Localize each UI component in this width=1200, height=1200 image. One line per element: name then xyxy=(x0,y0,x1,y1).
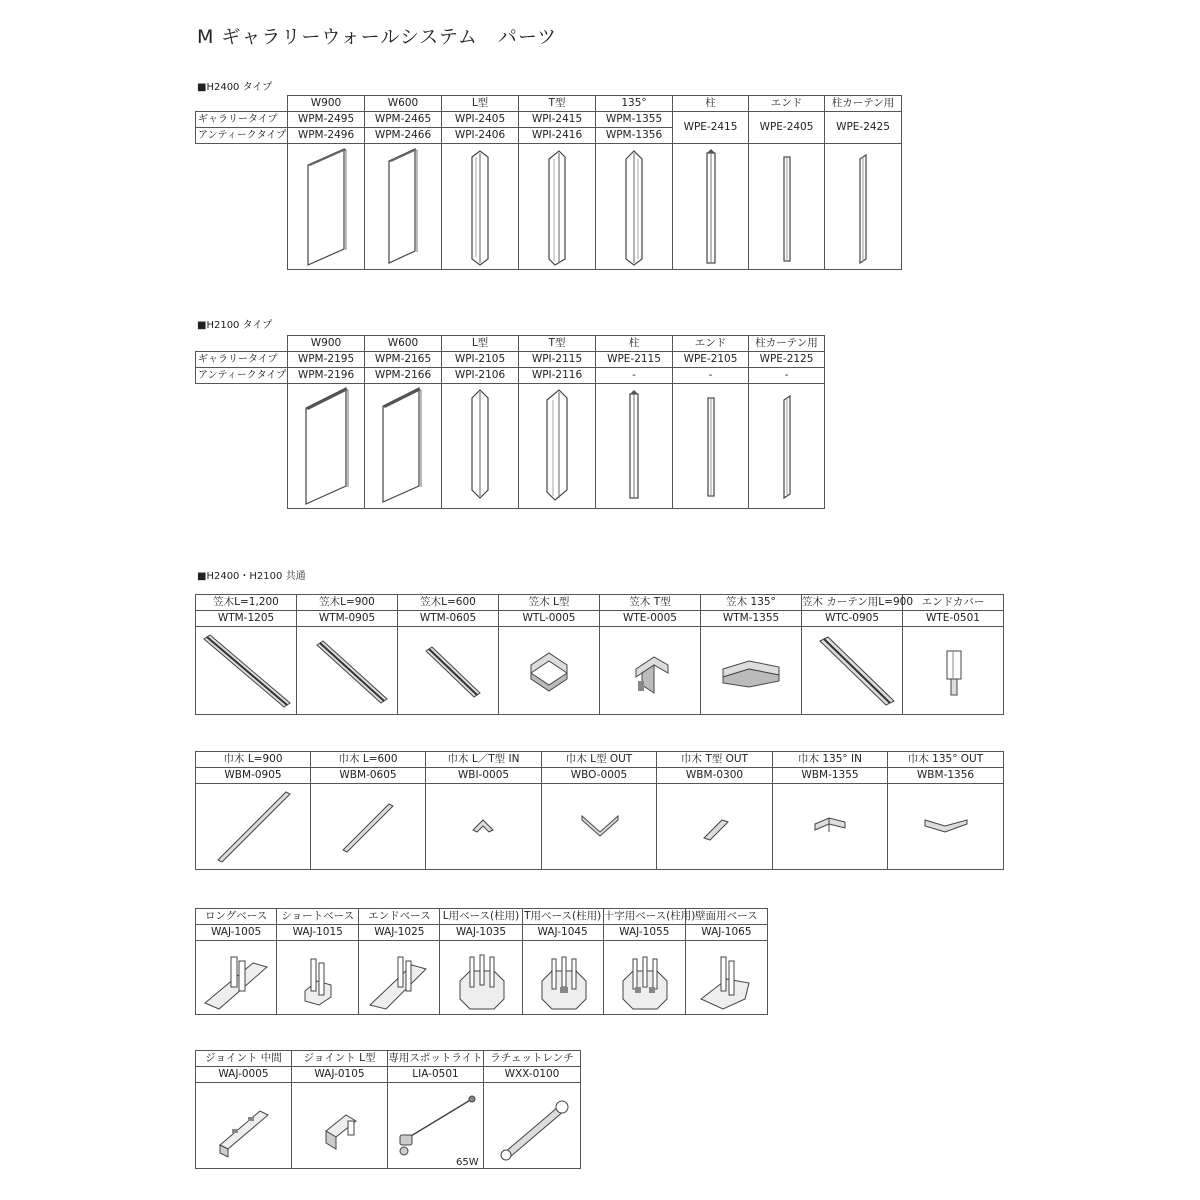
part-code: WBM-0300 xyxy=(657,768,773,784)
end-base-image xyxy=(359,941,440,1015)
wall-base-image xyxy=(685,941,767,1015)
col-header: T型 xyxy=(519,96,596,112)
row-label: ギャラリータイプ xyxy=(196,112,288,128)
habaki-600-image xyxy=(311,784,426,870)
post-135-image xyxy=(596,144,673,270)
post-l-image xyxy=(442,144,519,270)
col-header: 専用スポットライト xyxy=(388,1051,484,1067)
part-code: WAJ-1015 xyxy=(277,925,359,941)
part-code: WAJ-1005 xyxy=(196,925,277,941)
part-code: WPE-2105 xyxy=(673,352,749,368)
part-code: WTE-0501 xyxy=(903,611,1004,627)
part-code: LIA-0501 xyxy=(388,1067,484,1083)
col-header: 笠木L=600 xyxy=(398,595,499,611)
col-header: W600 xyxy=(365,336,442,352)
col-header: ジョイント 中間 xyxy=(196,1051,292,1067)
part-code: WTM-0605 xyxy=(398,611,499,627)
part-code: WPE-2405 xyxy=(749,112,825,144)
row-label: ギャラリータイプ xyxy=(196,352,288,368)
part-code: WPM-2496 xyxy=(288,128,365,144)
long-base-image xyxy=(196,941,277,1015)
post-t-image xyxy=(519,384,596,509)
col-header: 壁面用ベース xyxy=(685,909,767,925)
part-code: WPM-2466 xyxy=(365,128,442,144)
col-header: L型 xyxy=(442,96,519,112)
curtain-post-image xyxy=(825,144,902,270)
col-header: 笠木 カーテン用L=900 xyxy=(802,595,903,611)
col-header: W900 xyxy=(288,96,365,112)
col-header: L用ベース(柱用) xyxy=(440,909,522,925)
curtain-post-image xyxy=(749,384,825,509)
row-label: アンティークタイプ xyxy=(196,368,288,384)
part-code: WBM-0905 xyxy=(196,768,311,784)
col-header: 巾木 L／T型 IN xyxy=(426,752,542,768)
part-code: WBO-0005 xyxy=(542,768,657,784)
part-code: WTC-0905 xyxy=(802,611,903,627)
part-code: WPE-2125 xyxy=(749,352,825,368)
col-header: 巾木 135° IN xyxy=(773,752,888,768)
col-header: W600 xyxy=(365,96,442,112)
part-code: WPM-2165 xyxy=(365,352,442,368)
part-code: WAJ-1025 xyxy=(359,925,440,941)
kasagi-900-image xyxy=(297,627,398,715)
part-code: WPI-2116 xyxy=(519,368,596,384)
kasagi-table xyxy=(195,594,1004,715)
part-code: WPI-2405 xyxy=(442,112,519,128)
part-code: WPI-2105 xyxy=(442,352,519,368)
panel-w900-image xyxy=(288,144,365,270)
panel-w600-image xyxy=(365,144,442,270)
kasagi-curtain-image xyxy=(802,627,903,715)
section-label-h2100: ■H2100 タイプ xyxy=(197,320,273,331)
habaki-lt-in-image xyxy=(426,784,542,870)
col-header: 笠木 L型 xyxy=(499,595,600,611)
blank-corner xyxy=(196,96,288,112)
pillar-image xyxy=(673,144,749,270)
col-header: ショートベース xyxy=(277,909,359,925)
panel-w600-image xyxy=(365,384,442,509)
base-table xyxy=(195,908,768,1015)
part-code: WAJ-0105 xyxy=(292,1067,388,1083)
cross-base-image xyxy=(603,941,685,1015)
part-code: - xyxy=(749,368,825,384)
part-code: WTE-0005 xyxy=(600,611,701,627)
col-header: T用ベース(柱用) xyxy=(522,909,603,925)
spotlight-image xyxy=(388,1083,484,1169)
part-code: WPI-2106 xyxy=(442,368,519,384)
part-code: WBI-0005 xyxy=(426,768,542,784)
col-header: T型 xyxy=(519,336,596,352)
col-header: 巾木 T型 OUT xyxy=(657,752,773,768)
col-header: 柱 xyxy=(596,336,673,352)
pillar-image xyxy=(596,384,673,509)
part-code: WPM-2495 xyxy=(288,112,365,128)
part-code: WXX-0100 xyxy=(484,1067,581,1083)
part-code: WBM-1356 xyxy=(888,768,1004,784)
section-label-common: ■H2400・H2100 共通 xyxy=(197,571,306,582)
col-header: 笠木L=1,200 xyxy=(196,595,297,611)
part-code: WPE-2425 xyxy=(825,112,902,144)
h2400-table xyxy=(195,95,902,270)
habaki-table xyxy=(195,751,1004,870)
part-code: WBM-1355 xyxy=(773,768,888,784)
col-header: 柱カーテン用 xyxy=(825,96,902,112)
spotlight-wattage: 65W xyxy=(456,1157,479,1168)
kasagi-600-image xyxy=(398,627,499,715)
end-cover-image xyxy=(903,627,1004,715)
blank-corner xyxy=(196,336,288,352)
part-code: WPM-2195 xyxy=(288,352,365,368)
col-header: W900 xyxy=(288,336,365,352)
col-header: L型 xyxy=(442,336,519,352)
col-header: 笠木 T型 xyxy=(600,595,701,611)
habaki-900-image xyxy=(196,784,311,870)
col-header: ラチェットレンチ xyxy=(484,1051,581,1067)
col-header: 笠木L=900 xyxy=(297,595,398,611)
joint-table xyxy=(195,1050,581,1169)
part-code: WPM-2196 xyxy=(288,368,365,384)
part-code: - xyxy=(673,368,749,384)
kasagi-135-image xyxy=(701,627,802,715)
end-post-image xyxy=(749,144,825,270)
kasagi-l-image xyxy=(499,627,600,715)
t-base-image xyxy=(522,941,603,1015)
part-code: WPM-1356 xyxy=(596,128,673,144)
part-code: WPI-2415 xyxy=(519,112,596,128)
col-header: ロングベース xyxy=(196,909,277,925)
col-header: 巾木 L=600 xyxy=(311,752,426,768)
col-header: 柱 xyxy=(673,96,749,112)
habaki-t-out-image xyxy=(657,784,773,870)
end-post-image xyxy=(673,384,749,509)
part-code: WTM-1355 xyxy=(701,611,802,627)
post-l-image xyxy=(442,384,519,509)
col-header: エンドベース xyxy=(359,909,440,925)
col-header: ジョイント L型 xyxy=(292,1051,388,1067)
short-base-image xyxy=(277,941,359,1015)
part-code: WAJ-1065 xyxy=(685,925,767,941)
part-code: WAJ-1055 xyxy=(603,925,685,941)
joint-middle-image xyxy=(196,1083,292,1169)
col-header: 十字用ベース(柱用) xyxy=(603,909,685,925)
part-code: WPE-2115 xyxy=(596,352,673,368)
part-code: WAJ-0005 xyxy=(196,1067,292,1083)
part-code: WPM-2166 xyxy=(365,368,442,384)
part-code: WAJ-1045 xyxy=(522,925,603,941)
part-code: WTL-0005 xyxy=(499,611,600,627)
col-header: 巾木 L型 OUT xyxy=(542,752,657,768)
kasagi-t-image xyxy=(600,627,701,715)
part-code: WPI-2416 xyxy=(519,128,596,144)
col-header: エンド xyxy=(673,336,749,352)
part-code: WPM-1355 xyxy=(596,112,673,128)
habaki-l-out-image xyxy=(542,784,657,870)
ratchet-wrench-image xyxy=(484,1083,581,1169)
col-header: 巾木 135° OUT xyxy=(888,752,1004,768)
col-header: 笠木 135° xyxy=(701,595,802,611)
part-code: WPM-2465 xyxy=(365,112,442,128)
part-code: WPI-2115 xyxy=(519,352,596,368)
part-code: WTM-1205 xyxy=(196,611,297,627)
section-label-h2400: ■H2400 タイプ xyxy=(197,82,273,93)
habaki-135-in-image xyxy=(773,784,888,870)
col-header: エンドカバー xyxy=(903,595,1004,611)
part-code: WBM-0605 xyxy=(311,768,426,784)
kasagi-1200-image xyxy=(196,627,297,715)
l-base-image xyxy=(440,941,522,1015)
habaki-135-out-image xyxy=(888,784,1004,870)
blank-cell xyxy=(196,144,288,270)
page-title: M ギャラリーウォールシステム パーツ xyxy=(197,26,558,48)
part-code: WPE-2415 xyxy=(673,112,749,144)
part-code: WTM-0905 xyxy=(297,611,398,627)
blank-cell xyxy=(196,384,288,509)
joint-l-image xyxy=(292,1083,388,1169)
col-header: 巾木 L=900 xyxy=(196,752,311,768)
post-t-image xyxy=(519,144,596,270)
row-label: アンティークタイプ xyxy=(196,128,288,144)
h2100-table xyxy=(195,335,825,509)
col-header: 135° xyxy=(596,96,673,112)
part-code: WAJ-1035 xyxy=(440,925,522,941)
panel-w900-image xyxy=(288,384,365,509)
part-code: WPI-2406 xyxy=(442,128,519,144)
col-header: エンド xyxy=(749,96,825,112)
col-header: 柱カーテン用 xyxy=(749,336,825,352)
part-code: - xyxy=(596,368,673,384)
